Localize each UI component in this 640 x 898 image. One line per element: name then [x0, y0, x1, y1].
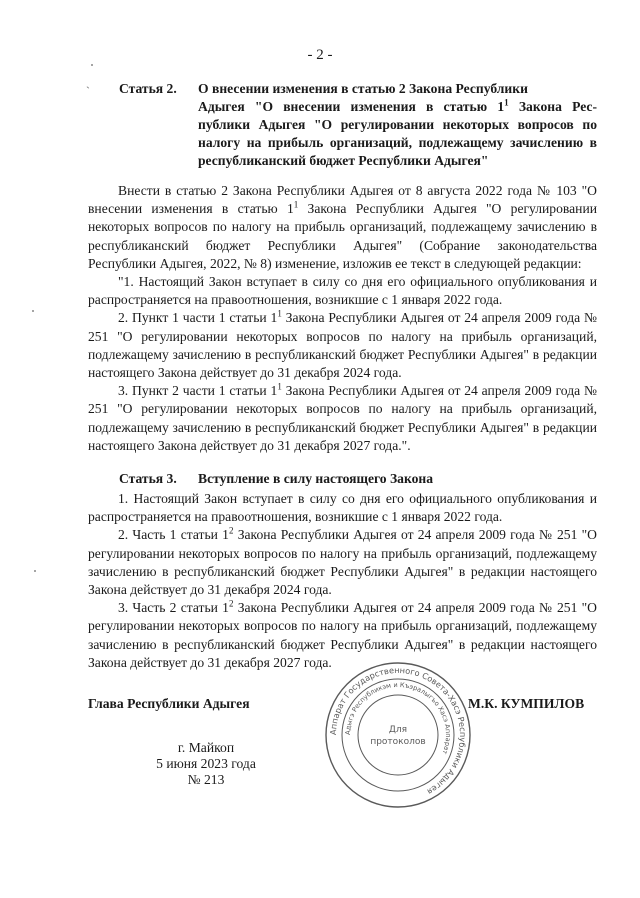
article-2-title-line2a: Адыгея "О внесении изменения в статью 1: [198, 99, 505, 114]
article-3-para-2: 2. Часть 1 статьи $1^2$ Закона Республики Адыгея от 24 апреля 2009 года № 251 "О регулировании некоторых вопросов по налогу на прибыль организаций, подлежащему зачислению в республиканский бюджет Республики Адыгея" в редакции настоящего Закона действует до 31 декабря 2024 года.: [88, 525, 597, 598]
stamp-center-line2: протоколов: [370, 737, 426, 747]
stamp-center-line1: Для: [388, 725, 408, 735]
article-2-title-line2b: Закона Рес-: [508, 99, 597, 114]
article-2-quote-3: 3. Пункт 2 части 1 статьи $1^1$ Закона Республики Адыгея от 24 апреля 2009 года № 251 "О регулировании некоторых вопросов по налогу на прибыль организаций, подлежащему зачислению в республиканский бюджет Республики Адыгея" в редакции настоящего Закона действует до 31 декабря 2027 года.".: [88, 381, 597, 453]
official-stamp: [323, 660, 473, 810]
stamp-mid-ring: [342, 679, 454, 791]
article-3-number: Статья 3.: [119, 471, 177, 486]
city: г. Майкоп: [177, 740, 235, 755]
article-2-title-continuation: публики Адыгея "О регулировании некоторых вопросов по налогу на прибыль организаций, подлежащему зачислению в республиканский бюджет Республики Адыгея": [198, 117, 597, 168]
article-3-body: [88, 490, 597, 672]
superscript: 1: [504, 97, 509, 108]
scan-dot: [32, 310, 34, 312]
scan-dot: [34, 570, 36, 572]
signatory-title: Глава Республики Адыгея: [88, 696, 250, 711]
scan-dot: [91, 64, 93, 66]
article-2-title-line1: О внесении изменения в статью 2 Закона Республики: [198, 81, 528, 96]
stamp-ring-text: Аппарат Государственного Совета-Хасэ Республики Адыгея: [327, 664, 469, 798]
article-2-title-rest: [198, 98, 597, 170]
article-3-heading: [119, 471, 597, 487]
place-date-block: [88, 740, 324, 788]
article-3-para-3: 3. Часть 2 статьи $1^2$ Закона Республики Адыгея от 24 апреля 2009 года № 251 "О регулировании некоторых вопросов по налогу на прибыль организаций, подлежащему зачислению в республиканский бюджет Республики Адыгея" в редакции настоящего Закона действует до 31 декабря 2027 года.: [88, 598, 597, 670]
signatory-name: М.К. КУМПИЛОВ: [468, 696, 585, 711]
article-2-heading: [119, 80, 597, 170]
date: 5 июня 2023 года: [156, 756, 256, 771]
stamp-inner-ring: [358, 695, 438, 775]
article-2-number: Статья 2.: [119, 81, 177, 96]
article-3-title: Вступление в силу настоящего Закона: [198, 471, 434, 486]
scan-mark: `: [86, 84, 90, 98]
law-number: № 213: [187, 772, 225, 787]
article-2-quote-2: 2. Пункт 1 части 1 статьи $1^1$ Закона Республики Адыгея от 24 апреля 2009 года № 251 "О регулировании некоторых вопросов по налогу на прибыль организаций, подлежащему зачислению в республиканский бюджет Республики Адыгея" в редакции настоящего Закона действует до 31 декабря 2024 года.: [88, 308, 597, 381]
article-2-quote-1: "1. Настоящий Закон вступает в силу со дня его официального опубликования и распространяется на правоотношения, возникшие с 1 января 2022 года.: [88, 274, 597, 308]
article-2-intro: Внести в статью 2 Закона Республики Адыгея от 8 августа 2022 года № 103 "О внесении изменения в статью $1^1$ Закона Республики Адыгея "О регулировании некоторых вопросов по налогу на прибыль организаций, подлежащему зачислению в республиканский бюджет Республики Адыгея" (Собрание законодательства Республики Адыгея, 2022, № 8) изменение, изложив ее текст в следующей редакции:: [88, 183, 598, 271]
article-2-body: [88, 182, 597, 455]
stamp-inner-text: Адыгэ Республикэм и Къэралыгъо Хасэ Аппарат: [343, 680, 453, 756]
article-3-para-1: 1. Настоящий Закон вступает в силу со дня его официального опубликования и распространяется на правоотношения, возникшие с 1 января 2022 года.: [88, 491, 597, 525]
page-number: - 2 -: [307, 47, 333, 63]
